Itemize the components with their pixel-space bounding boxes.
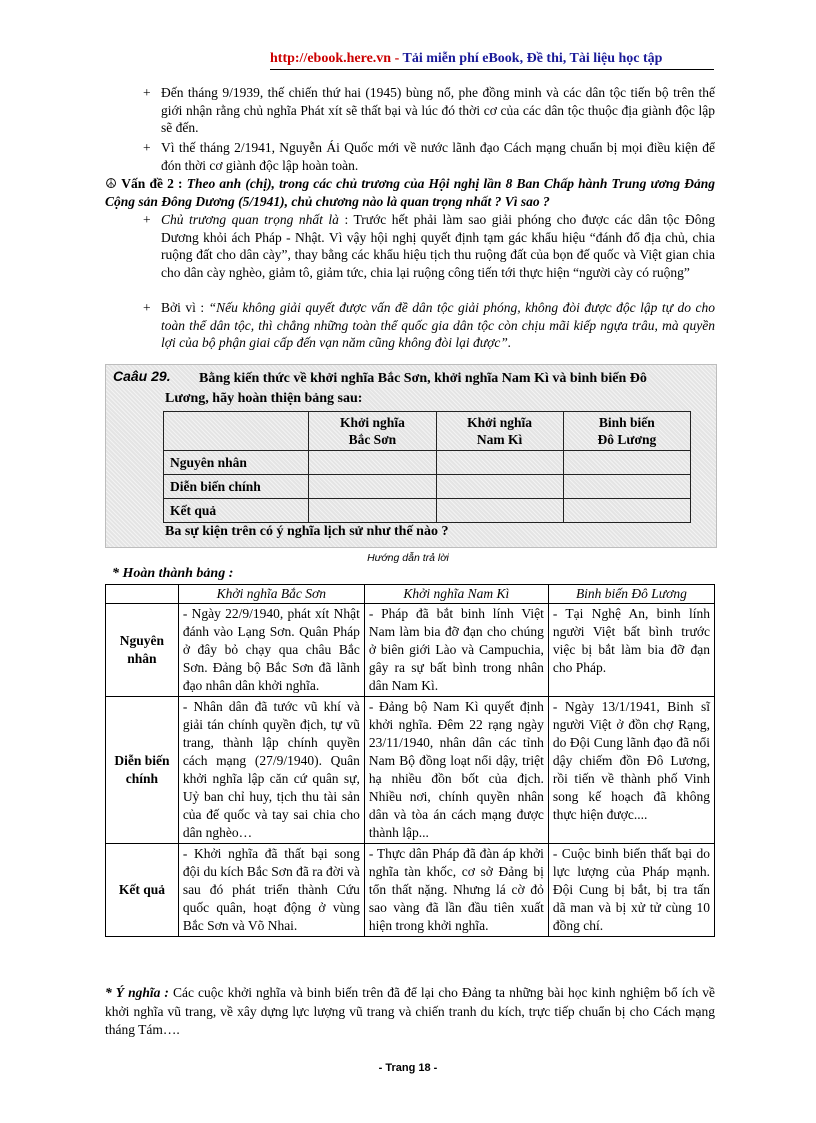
header-tagline: Tải miễn phí eBook, Đề thi, Tài liệu học tập bbox=[402, 51, 663, 66]
meaning-label: * Ý nghĩa : bbox=[105, 985, 169, 1000]
issue2-answer-1 bbox=[161, 211, 715, 281]
answer1-label: Chủ trương quan trọng nhất là bbox=[161, 212, 339, 227]
table-cell: - Cuộc binh biến thất bại do lực lượng của Pháp mạnh. Đội Cung bị bắt, bị tra tấn dã man và bị xử tử cùng 10 đồng chí. bbox=[548, 844, 714, 937]
answer-column-header: Khởi nghĩa Nam Kì bbox=[364, 585, 548, 604]
answer-corner-cell bbox=[106, 585, 179, 604]
row-header: Nguyên nhân bbox=[106, 604, 179, 697]
page-header bbox=[270, 50, 713, 68]
table-cell: - Tại Nghệ An, binh lính người Việt bất bình trước việc bị bắt làm bia đỡ đạn cho Pháp. bbox=[548, 604, 714, 697]
header-separator: - bbox=[391, 51, 403, 66]
table-header: Khởi nghĩa Bắc Sơn bbox=[309, 412, 436, 451]
row-header: Kết quả bbox=[106, 844, 179, 937]
bullet-marker: + bbox=[143, 140, 151, 155]
table-cell: - Pháp đã bắt binh lính Việt Nam làm bia đỡ đạn cho chúng ở biên giới Lào và Campuchia, gây ra sự bất bình trong nhân dân Nam Kì. bbox=[364, 604, 548, 697]
issue2-question: Theo anh (chị), trong các chủ trương của Hội nghị lần 8 Ban Chấp hành Trung ương Đảng Cộng sản Đông Dương (5/1941), chủ chương nào là quan trọng nhất ? Vì sao ? bbox=[105, 176, 715, 209]
page-number: - Trang 18 - bbox=[378, 1062, 438, 1074]
header-rule bbox=[270, 69, 714, 70]
table-header: Khởi nghĩa Nam Kì bbox=[436, 412, 563, 451]
question-text-line1: Bằng kiến thức về khởi nghĩa Bắc Sơn, khởi nghĩa Nam Kì và binh biến Đô bbox=[199, 371, 647, 386]
answer1-text: : Trước hết phải làm sao giải phóng cho được các dân tộc Đông Dương khỏi ách Pháp - Nhật. Vì vậy hội nghị quyết định tạm gác khẩu hiệu “đánh đổ địa chủ, chia ruộng đất cho dân cày”, thay bằng các khẩu hiệu tịch thu ruộng đất của bọn đế quốc và Việt gian chia cho dân cày nghèo, giảm tô, giảm tức, chia lại ruộng công tiến tới thực hiện “người cày có ruộng” bbox=[161, 212, 716, 280]
row-header: Diễn biến chính bbox=[106, 697, 179, 844]
table-header: Binh biến Đô Lương bbox=[563, 412, 690, 451]
table-row bbox=[164, 451, 691, 475]
meaning-text: Các cuộc khởi nghĩa và binh biến trên đã để lại cho Đảng ta những bài học kinh nghiệm bổ ích về khởi nghĩa vũ trang, về xây dựng lực lượng vũ trang và chiến tranh du kích, trực tiếp chuẩn bị cho Cách mạng tháng Tám…. bbox=[105, 985, 716, 1037]
table-corner-cell bbox=[164, 412, 309, 451]
table-row bbox=[164, 475, 691, 499]
intro-bullet-2: Vì thế tháng 2/1941, Nguyễn Ái Quốc mới về nước lãnh đạo Cách mạng chuẩn bị mọi điều kiện để đón thời cơ giành độc lập hoàn toàn. bbox=[161, 140, 715, 173]
table-row bbox=[106, 697, 715, 844]
answer-column-header: Binh biến Đô Lương bbox=[548, 585, 714, 604]
table-cell: - Nhân dân đã tước vũ khí và giải tán chính quyền địch, tự vũ trang, thành lập chính quyền cách mạng (27/9/1940). Quân khởi nghĩa lập căn cứ quân sự, Uỷ ban chỉ huy, tịch thu tài sản của đế quốc và tay sai chia cho dân nghèo… bbox=[178, 697, 364, 844]
bullet-marker: + bbox=[143, 300, 151, 315]
table-row bbox=[106, 604, 715, 697]
answer-guide-title: Hướng dẫn trả lời bbox=[367, 552, 449, 564]
answer-table bbox=[105, 584, 715, 937]
table-row bbox=[164, 499, 691, 523]
intro-bullet-1: Đến tháng 9/1939, thế chiến thứ hai (1945) bùng nổ, phe đồng minh và các dân tộc tiến bộ trên thế giới nhận rằng chủ nghĩa Phát xít sẽ thất bại và lúc đó thời cơ của các dân tộc thuộc địa giành độc lập sẽ đến. bbox=[161, 85, 715, 135]
answer2-label: Bởi vì : bbox=[161, 300, 205, 315]
complete-table-label: * Hoàn thành bảng : bbox=[112, 566, 234, 581]
issue2-heading bbox=[105, 175, 715, 210]
meaning-paragraph bbox=[105, 984, 715, 1040]
row-label: Kết quả bbox=[164, 499, 309, 523]
table-row bbox=[106, 844, 715, 937]
bullet-marker: + bbox=[143, 85, 151, 100]
table-cell: - Đảng bộ Nam Kì quyết định khởi nghĩa. Đêm 22 rạng ngày 23/11/1940, nhân dân các tỉnh Nam Bộ đồng loạt nổi dậy, triệt hạ nhiều đồn bốt của địch. Nhiều nơi, chính quyền nhân dân và tòa án cách mạng được thành lập... bbox=[364, 697, 548, 844]
answer-column-header: Khởi nghĩa Bắc Sơn bbox=[178, 585, 364, 604]
bullet-marker: + bbox=[143, 212, 151, 227]
row-label: Nguyên nhân bbox=[164, 451, 309, 475]
question-footer: Ba sự kiện trên có ý nghĩa lịch sử như thế nào ? bbox=[165, 524, 449, 539]
question-number: Caâu 29. bbox=[113, 368, 171, 384]
issue2-answer-2 bbox=[161, 299, 715, 352]
table-cell: - Ngày 22/9/1940, phát xít Nhật đánh vào Lạng Sơn. Quân Pháp ở đây bỏ chạy qua châu Bắc Sơn. Đảng bộ Bắc Sơn đã lãnh đạo nhân dân khởi nghĩa. bbox=[178, 604, 364, 697]
table-cell: - Ngày 13/1/1941, Binh sĩ người Việt ở đồn chợ Rạng, do Đội Cung lãnh đạo đã nổi dậy chiếm đồn Đô Lương, rồi tiến về thành phố Vinh song kế hoạch đã không thực hiện được.... bbox=[548, 697, 714, 844]
answer2-quote: “Nếu không giải quyết được vấn đề dân tộc giải phóng, không đòi được độc lập tự do cho toàn thể dân tộc, thì chẳng những toàn thể quốc gia dân tộc còn chịu mãi kiếp ngựa trâu, mà quyền lợi của bộ phận giai cấp đến vạn năm cũng không đòi lại được”. bbox=[161, 300, 716, 350]
answer-header-row bbox=[106, 585, 715, 604]
issue2-label: Vấn đề 2 : bbox=[121, 176, 183, 191]
issue-symbol-icon: ☮ bbox=[105, 176, 118, 191]
question-table bbox=[163, 411, 691, 523]
row-label: Diễn biến chính bbox=[164, 475, 309, 499]
header-link[interactable]: http://ebook.here.vn bbox=[270, 51, 392, 66]
table-cell: - Thực dân Pháp đã đàn áp khởi nghĩa tàn khốc, cơ sở Đảng bị tổn thất nặng. Nhưng lá cờ đỏ sao vàng đã lần đầu tiên xuất hiện trong khởi nghĩa. bbox=[364, 844, 548, 937]
table-cell: - Khởi nghĩa đã thất bại song đội du kích Bắc Sơn đã ra đời và sau đó phát triển thành Cứu quốc quân, hoạt động ở vùng Bắc Sơn và Võ Nhai. bbox=[178, 844, 364, 937]
question-text-line2: Lương, hãy hoàn thiện bảng sau: bbox=[165, 391, 363, 406]
